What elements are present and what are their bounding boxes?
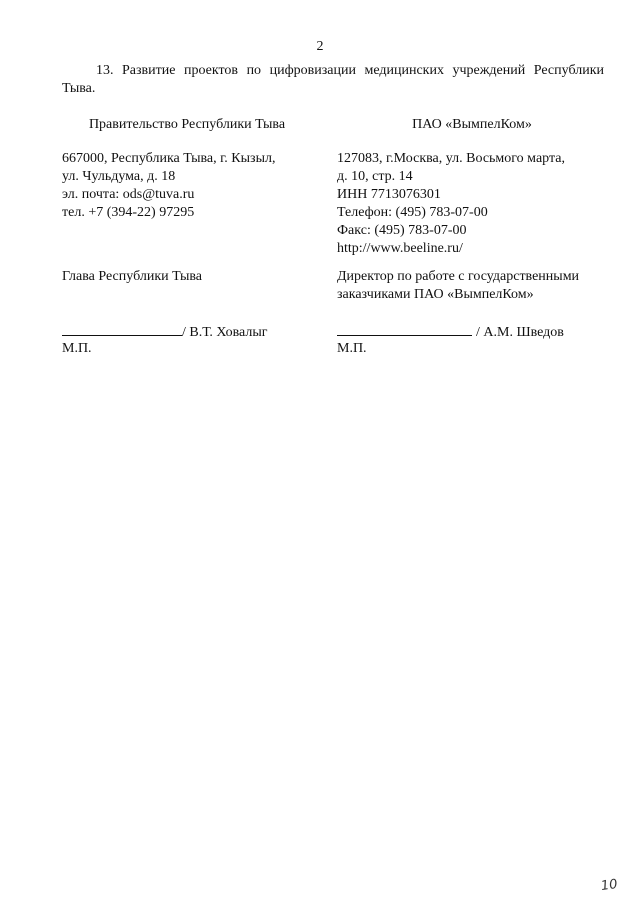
handwritten-page-mark: 10 [600,876,619,895]
address-line: Телефон: (495) 783-07-00 [337,205,488,220]
address-line: тел. +7 (394-22) 97295 [62,205,195,220]
address-line: Факс: (495) 783-07-00 [337,223,467,238]
address-line: http://www.beeline.ru/ [337,241,463,256]
right-party-address [337,150,607,258]
page-number: 2 [316,39,324,54]
address-line: 127083, г.Москва, ул. Восьмого марта, [337,151,565,166]
address-line: 667000, Республика Тыва, г. Кызыл, [62,151,276,166]
agreement-item-13: 13. Развитие проектов по цифровизации медицинских учреждений Республики Тыва. [62,63,604,96]
right-stamp-place: М.П. [337,341,367,356]
left-signature [62,322,312,342]
right-signatory-position [337,268,607,304]
right-party-title: ПАО «ВымпелКом» [412,117,532,132]
left-signatory-name: / В.Т. Ховалыг [182,325,268,340]
right-signature [337,322,607,342]
address-line: ИНН 7713076301 [337,187,441,202]
signature-line [62,322,182,336]
address-line: д. 10, стр. 14 [337,169,413,184]
left-signatory-position: Глава Республики Тыва [62,269,203,284]
address-line: ул. Чульдума, д. 18 [62,169,176,184]
right-signatory-name: / А.М. Шведов [476,325,564,340]
signature-line [337,322,472,336]
position-line: Директор по работе с государственными [337,269,580,284]
position-line: заказчиками ПАО «ВымпелКом» [337,287,534,302]
address-line: эл. почта: ods@tuva.ru [62,187,195,202]
left-party-address [62,150,312,222]
left-party-title: Правительство Республики Тыва [88,117,286,132]
left-stamp-place: М.П. [62,341,92,356]
